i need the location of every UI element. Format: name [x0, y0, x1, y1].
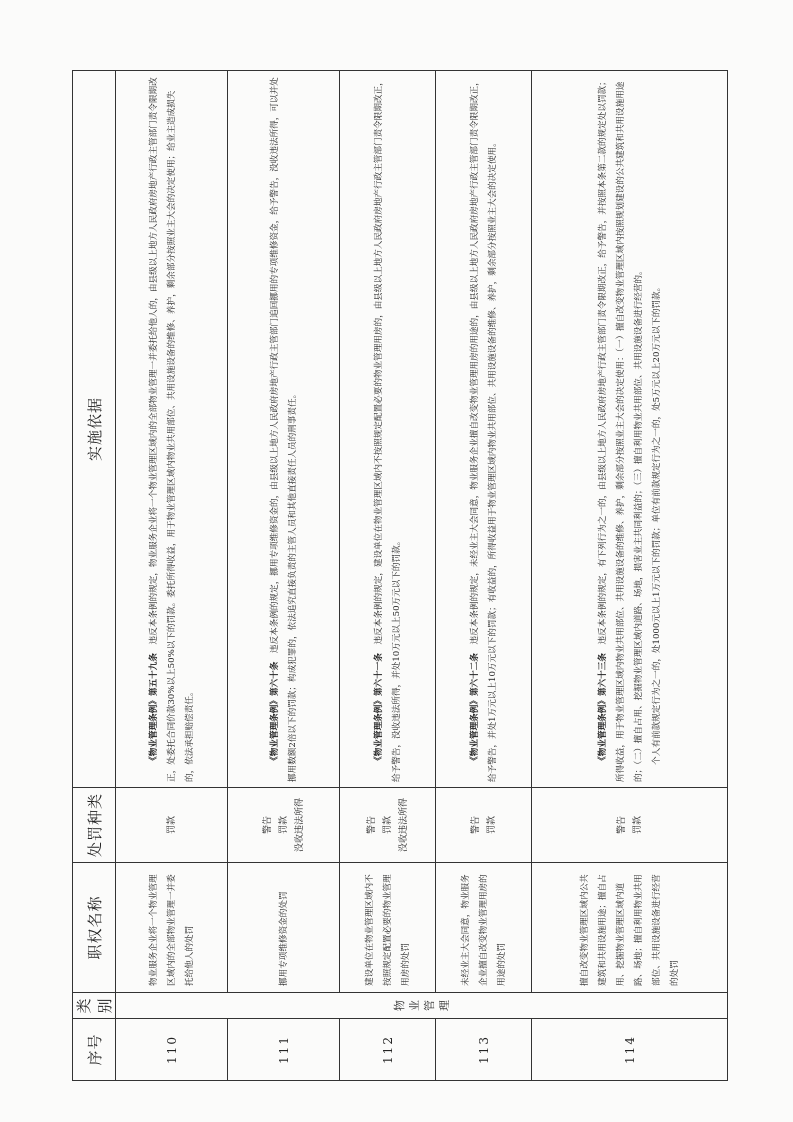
basis-paragraph: [594, 76, 648, 782]
authority-name: 物业服务企业将一个物业管理区域内的全部物业管理一并委托给他人的处罚: [116, 863, 228, 993]
row-number: 110: [116, 1019, 228, 1081]
legal-basis: [340, 71, 436, 788]
row-number: 112: [340, 1019, 436, 1081]
category-char: 理: [437, 1000, 451, 1011]
table-row: [116, 71, 228, 1081]
legal-basis: [532, 71, 728, 788]
penalty-type-item: 警告: [366, 816, 377, 835]
penalty-type-item: 罚款: [486, 816, 497, 835]
category-char: 物: [392, 1000, 406, 1011]
row-number: 111: [228, 1019, 340, 1081]
penalty-type: [116, 788, 228, 863]
law-reference: 《物业管理条例》第六十条: [269, 661, 280, 765]
header-basis: 实施依据: [73, 71, 116, 788]
authority-name: 建设单位在物业管理区域内不按照规定配置必要的物业管理用房的处罚: [340, 863, 436, 993]
basis-paragraph: [466, 76, 502, 782]
basis-text: 违反本条例的规定，建设单位在物业管理区域内不按照规定配置必要的物业管理用房的，由县级以上地方人民政府房地产行政主管部门责令限期改正，给予警告，没收违法所得，并处10万元以上50万元以下的罚款。: [373, 77, 402, 782]
row-number: 114: [532, 1019, 728, 1081]
category-char: 管: [422, 1000, 436, 1011]
basis-text: 个人有前款规定行为之一的，处1000元以上1万元以下的罚款；单位有前款规定行为之一的，处5万元以上20万元以下的罚款。: [651, 282, 662, 765]
basis-text: 违反本条例的规定，物业服务企业将一个物业管理区域内的全部物业管理一并委托给他人的，由县级以上地方人民政府房地产行政主管部门责令限期改正，处委托合同价款30%以上50%以下的罚款。委托所得收益，用于物业管理区域内物业共用部位、共用设施设备的维修、养护，剩余部分按照业主大会的决定使用；给业主造成损失的，依法承担赔偿责任。: [148, 77, 195, 782]
penalty-type-item: 罚款: [166, 816, 177, 835]
table-row: [340, 71, 436, 1081]
penalty-type-item: 警告: [616, 816, 627, 835]
penalty-type: [228, 788, 340, 863]
basis-text: 违反本条例的规定，未经业主大会同意，物业服务企业擅自改变物业管理用房的用途的，由县级以上地方人民政府房地产行政主管部门责令限期改正，给予警告，并处1万元以上10万元以下的罚款；有收益的，所得收益用于物业管理区域内物业共用部位、共用设施设备的维修、养护，剩余部分按照业主大会的决定使用。: [469, 77, 498, 782]
law-reference: 《物业管理条例》第六十一条: [373, 653, 384, 765]
table-row: [228, 71, 340, 1081]
basis-text: 违反本条例的规定，挪用专项维修资金的，由县级以上地方人民政府房地产行政主管部门追回挪用的专项维修资金，给予警告，没收违法所得，可以并处挪用数额2倍以下的罚款；构成犯罪的，依法追究直接负责的主管人员和其他直接责任人员的刑事责任。: [269, 77, 298, 782]
header-no: 序号: [73, 1019, 116, 1081]
category-cell: [116, 993, 728, 1019]
law-reference: 《物业管理条例》第五十九条: [148, 653, 159, 765]
basis-paragraph: [370, 76, 406, 782]
penalty-type: [436, 788, 532, 863]
penalty-type-item: 罚款: [382, 816, 393, 835]
penalty-type-item: 没收违法所得: [294, 798, 305, 853]
header-name: 职权名称: [73, 863, 116, 993]
header-category: 类别: [73, 993, 116, 1019]
authority-name: 未经业主大会同意，物业服务企业擅自改变物业管理用房的用途的处罚: [436, 863, 532, 993]
penalty-type-item: 罚款: [632, 816, 643, 835]
header-penalty-type: 处罚种类: [73, 788, 116, 863]
law-reference: 《物业管理条例》第六十三条: [597, 653, 608, 765]
rotated-table-frame: [72, 71, 722, 1081]
penalty-type-item: 警告: [470, 816, 481, 835]
table-row: [436, 71, 532, 1081]
category-text: [392, 1000, 452, 1011]
authority-name: 擅自改变物业管理区域内公共建筑和共用设施用途；擅自占用、挖掘物业管理区域内道路、场地；擅自利用物业共用部位、共用设施设备进行经营的处罚: [532, 863, 728, 993]
penalty-table: [72, 70, 728, 1081]
basis-paragraph: [266, 76, 302, 782]
penalty-type-item: 警告: [262, 816, 273, 835]
table-row: [532, 71, 728, 1081]
law-reference: 《物业管理条例》第六十二条: [469, 653, 480, 765]
penalty-type: [340, 788, 436, 863]
category-char: 业: [407, 1000, 421, 1011]
penalty-type-item: 没收违法所得: [398, 798, 409, 853]
basis-paragraph: [648, 76, 666, 782]
legal-basis: [116, 71, 228, 788]
legal-basis: [228, 71, 340, 788]
penalty-type: [532, 788, 728, 863]
table-header-row: [73, 71, 116, 1081]
legal-basis: [436, 71, 532, 788]
basis-paragraph: [145, 76, 199, 782]
authority-name: 挪用专项维修资金的处罚: [228, 863, 340, 993]
penalty-type-item: 罚款: [278, 816, 289, 835]
row-number: 113: [436, 1019, 532, 1081]
basis-text: 违反本条例的规定，有下列行为之一的，由县级以上地方人民政府房地产行政主管部门责令限期改正，给予警告，并按照本条第二款的规定处以罚款；所得收益，用于物业管理区域内物业共用部位、共用设施设备的维修、养护，剩余部分按照业主大会的决定使用：（一）擅自改变物业管理区域内按照规划建设的公共建筑和共用设施用途的；（二）擅自占用、挖掘物业管理区域内道路、场地，损害业主共同利益的；（三）擅自利用物业共用部位、共用设施设备进行经营的。: [597, 77, 644, 782]
